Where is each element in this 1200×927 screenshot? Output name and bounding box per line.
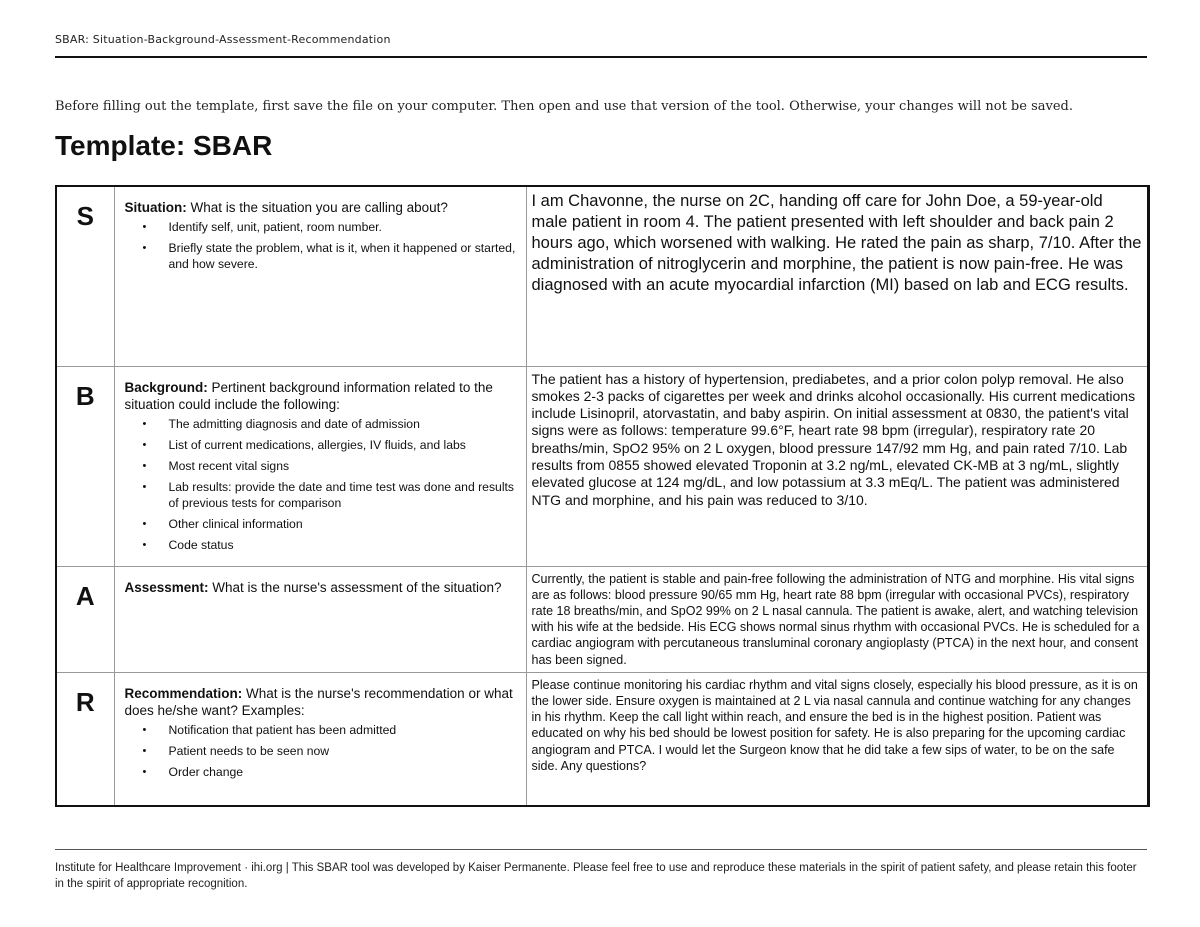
list-item: • Lab results: provide the date and time test was done and results of previous tests for comparison: [169, 479, 516, 511]
page-title: Template: SBAR: [55, 130, 273, 161]
situation-entry-cell[interactable]: [526, 186, 1148, 366]
recommendation-question: What is the nurse's recommendation or what does he/she want? Examples:: [124, 685, 513, 718]
list-item: • Patient needs to be seen now: [169, 743, 516, 759]
situation-question: What is the situation you are calling about?: [186, 200, 448, 215]
background-bullet-list: [125, 416, 516, 553]
situation-entry-text[interactable]: I am Chavonne, the nurse on 2C, handing off care for John Doe, a 59-year-old male patient in room 4. The patient presented with left shoulder and back pain 2 hours ago, which worsened with walking. He rated the pain as sharp, 7/10. After the administration of nitroglycerin and morphine, the patient is now pain-free. He was diagnosed with an acute myocardial infarction (MI) based on lab and ECG results.: [531, 192, 1142, 294]
recommendation-bullet-list: [125, 722, 516, 780]
list-item: • Briefly state the problem, what is it, when it happened or started, and how severe.: [169, 240, 516, 272]
sbar-table: [55, 185, 1150, 807]
situation-prompt-cell: [114, 186, 526, 366]
background-row: [56, 366, 1148, 566]
save-instruction: Before filling out the template, first save the file on your computer. Then open and use that version of the tool. Otherwise, your changes will not be saved.: [55, 99, 1073, 114]
assessment-question: What is the nurse's assessment of the situation?: [208, 579, 502, 595]
footer-text: Institute for Healthcare Improvement · ihi.org | This SBAR tool was developed by Kaiser Permanente. Please feel free to use and reproduce these materials in the spirit of patient safety, and please retain this footer in the spirit of appropriate recognition.: [55, 862, 1137, 890]
background-label: Background:: [124, 379, 208, 395]
list-item: • Most recent vital signs: [169, 458, 516, 474]
recommendation-entry-text[interactable]: Please continue monitoring his cardiac rhythm and vital signs closely, especially his blood pressure, as it is on the lower side. Ensure oxygen is maintained at 2 L via nasal cannula and continue watching for any changes in his rhythm. Keep the call light within reach, and ensure the bed is in the highest position. Patient was educated on why his bed should be lowest position for safety. He is also preparing for the upcoming cardiac angiogram and PTCA. I would let the Surgeon know that he did take a few sips of water, to be on the safe side. Any questions?: [531, 677, 1138, 773]
situation-row: [56, 186, 1148, 366]
list-item: • Other clinical information: [169, 516, 516, 532]
assessment-letter-cell: [56, 566, 114, 672]
situation-label: Situation:: [124, 200, 187, 215]
recommendation-label: Recommendation:: [124, 685, 243, 701]
background-letter-cell: [56, 366, 114, 566]
list-item: • Code status: [169, 537, 516, 553]
situation-letter: S: [76, 201, 94, 231]
background-question: Pertinent background information related to the situation could include the following:: [124, 379, 493, 412]
recommendation-letter: R: [75, 686, 95, 717]
recommendation-row: [56, 672, 1148, 806]
background-entry-text[interactable]: The patient has a history of hypertension, prediabetes, and a prior colon polyp removal. He also smokes 2-3 packs of cigarettes per week and drinks alcohol occasionally. His current medications include Lisinopril, atorvastatin, and baby aspirin. On initial assessment at 0830, the patient's vital signs were as follows: temperature 99.6°F, heart rate 98 bpm (irregular), respiratory rate 20 breaths/min, SpO2 95% on 2 L oxygen, blood pressure 147/92 mm Hg, and pain rated 7/10. Lab results from 0855 showed elevated Troponin at 3.2 ng/mL, elevated CK-MB at 3 ng/mL, slightly elevated glucose at 124 mg/dL, and low potassium at 3.3 mEq/L. The patient was administered NTG and morphine, and his pain was reduced to 3/10.: [531, 370, 1136, 508]
assessment-prompt-cell: [114, 566, 526, 672]
list-item: • List of current medications, allergies, IV fluids, and labs: [169, 437, 516, 453]
list-item: • Order change: [169, 764, 516, 780]
footer-divider: [55, 849, 1147, 850]
situation-letter-cell: [56, 186, 114, 366]
background-letter: B: [75, 380, 95, 411]
recommendation-letter-cell: [56, 672, 114, 806]
situation-bullet-list: [125, 219, 516, 272]
document-header-title: SBAR: Situation-Background-Assessment-Recommendation: [55, 33, 391, 46]
list-item: • Notification that patient has been admitted: [169, 722, 516, 738]
recommendation-entry-cell[interactable]: [526, 672, 1148, 806]
assessment-label: Assessment:: [124, 579, 209, 595]
assessment-entry-cell[interactable]: [526, 566, 1148, 672]
background-entry-cell[interactable]: [526, 366, 1148, 566]
assessment-letter: A: [75, 580, 95, 611]
list-item: • Identify self, unit, patient, room number.: [169, 219, 516, 235]
assessment-entry-text[interactable]: Currently, the patient is stable and pain-free following the administration of NTG and morphine. His vital signs are as follows: blood pressure 90/65 mm Hg, heart rate 88 bpm (irregular with occasional PVCs), respiratory rate 18 breaths/min, and SpO2 99% on 2 L nasal cannula. The patient is awake, alert, and watching television with his wife at the bedside. His ECG shows normal sinus rhythm with occasional PVCs. He is scheduled for a cardiac angiogram with percutaneous transluminal coronary angioplasty (PTCA) in the next hour, and consent has been signed.: [531, 571, 1140, 667]
recommendation-prompt-cell: [114, 672, 526, 806]
header-divider: [55, 56, 1147, 58]
list-item: • The admitting diagnosis and date of admission: [169, 416, 516, 432]
background-prompt-cell: [114, 366, 526, 566]
assessment-row: [56, 566, 1148, 672]
